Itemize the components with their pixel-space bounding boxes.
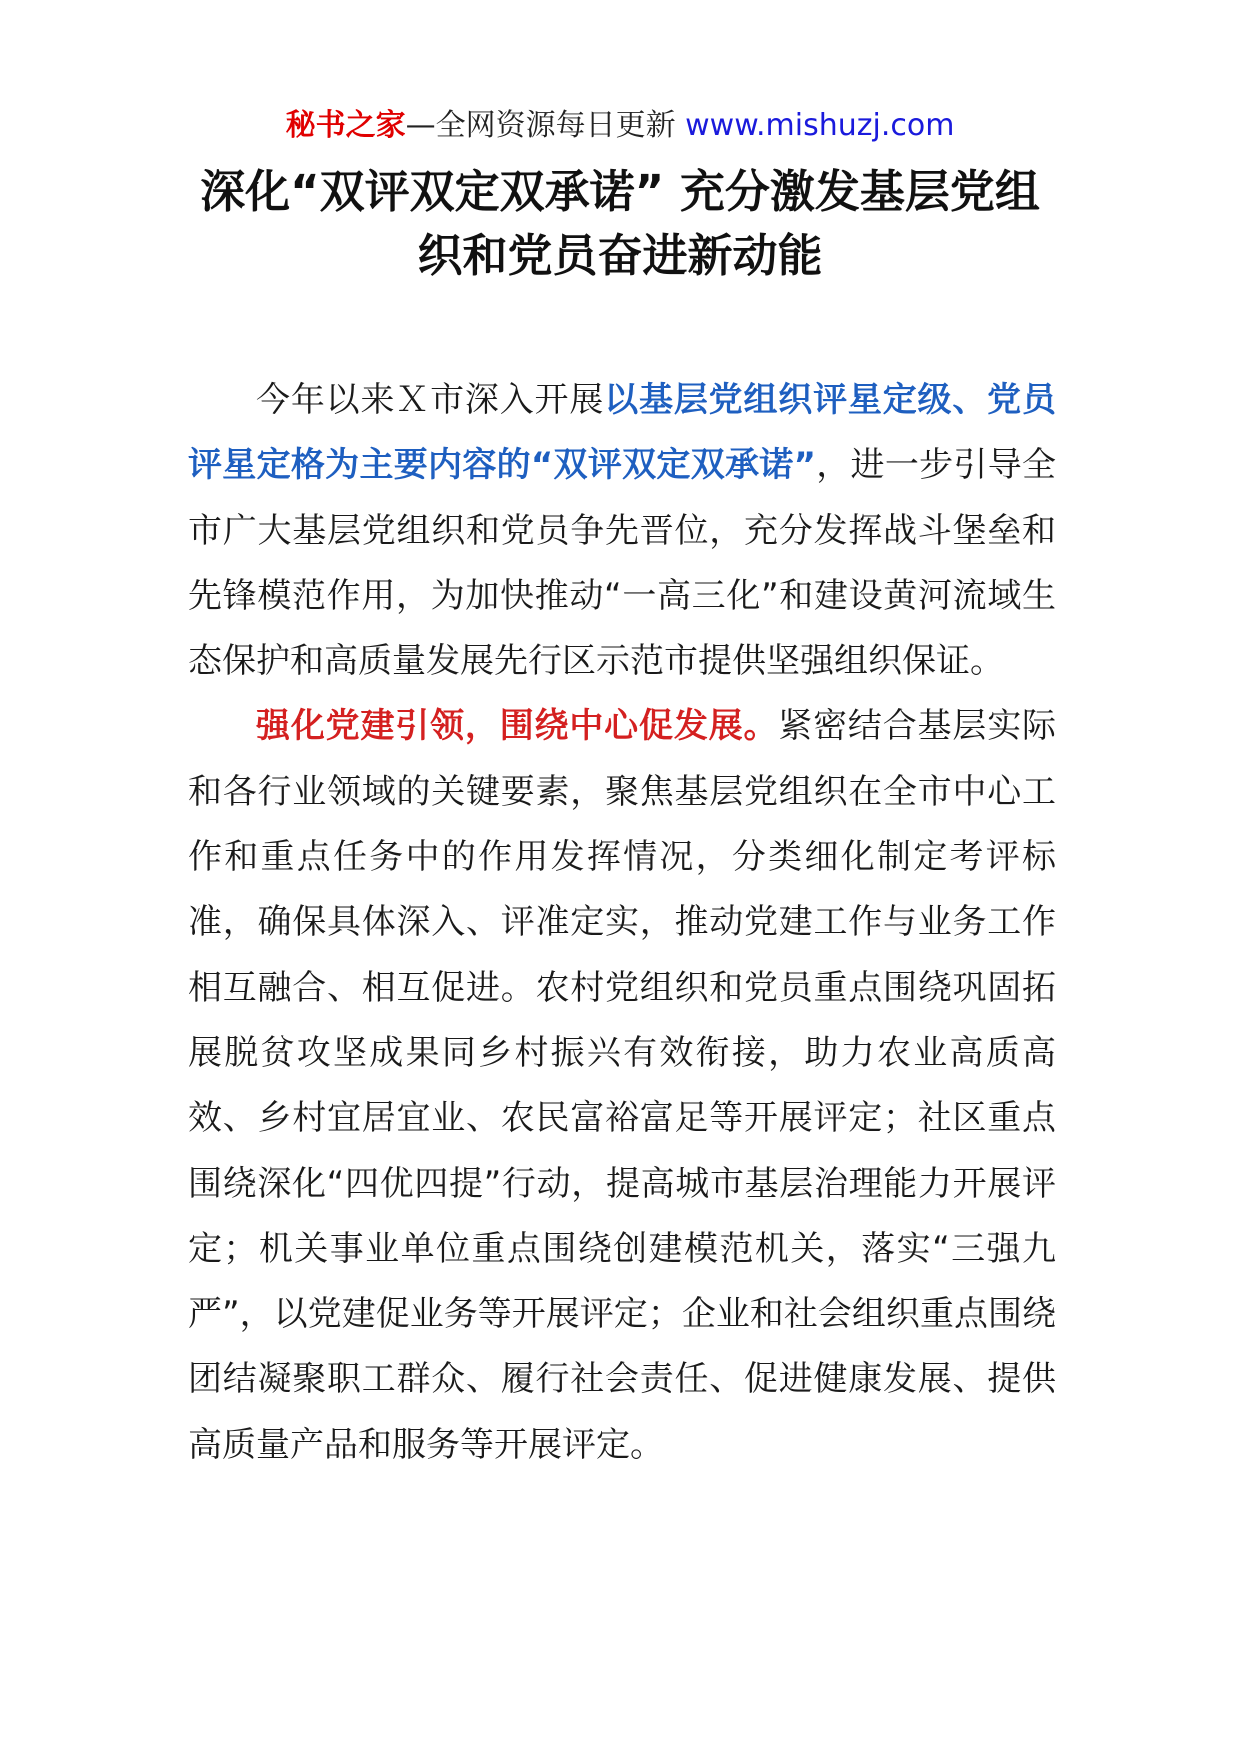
- intro-highlight: 以基层党组织评星定级、党员评星定格为主要内容的“双评双定双承诺”: [188, 380, 1057, 486]
- site-header: [0, 98, 1240, 154]
- paragraph-section-1: [188, 694, 1056, 1478]
- intro-text: 今年以来Ｘ市深入开展: [256, 380, 605, 420]
- header-slogan: —全网资源每日更新: [405, 108, 686, 143]
- document-title: 深化“双评双定双承诺” 充分激发基层党组织和党员奋进新动能: [200, 165, 1040, 282]
- paragraph-intro: [188, 368, 1056, 694]
- site-url[interactable]: www.mishuzj.com: [685, 108, 955, 143]
- section-1-lead: 强化党建引领，围绕中心促发展。: [256, 706, 779, 747]
- brand-name: 秘书之家: [285, 108, 406, 143]
- intro-rest: ，进一步引导全市广大基层党组织和党员争先晋位，充分发挥战斗堡垒和先锋模范作用，为加快推动“一高三化”和建设黄河流域生态保护和高质量发展先行区示范市提供坚强组织保证。: [188, 445, 1056, 682]
- section-1-text: 紧密结合基层实际和各行业领域的关键要素，聚焦基层党组织在全市中心工作和重点任务中的作用发挥情况，分类细化制定考评标准，确保具体深入、评准定实，推动党建工作与业务工作相互融合、相互促进。农村党组织和党员重点围绕巩固拓展脱贫攻坚成果同乡村振兴有效衔接，助力农业高质高效、乡村宜居宜业、农民富裕富足等开展评定；社区重点围绕深化“四优四提”行动，提高城市基层治理能力开展评定；机关事业单位重点围绕创建模范机关，落实“三强九严”，以党建促业务等开展评定；企业和社会组织重点围绕团结凝聚职工群众、履行社会责任、促进健康发展、提供高质量产品和服务等开展评定。: [188, 706, 1057, 1465]
- document-body: [188, 368, 1056, 1478]
